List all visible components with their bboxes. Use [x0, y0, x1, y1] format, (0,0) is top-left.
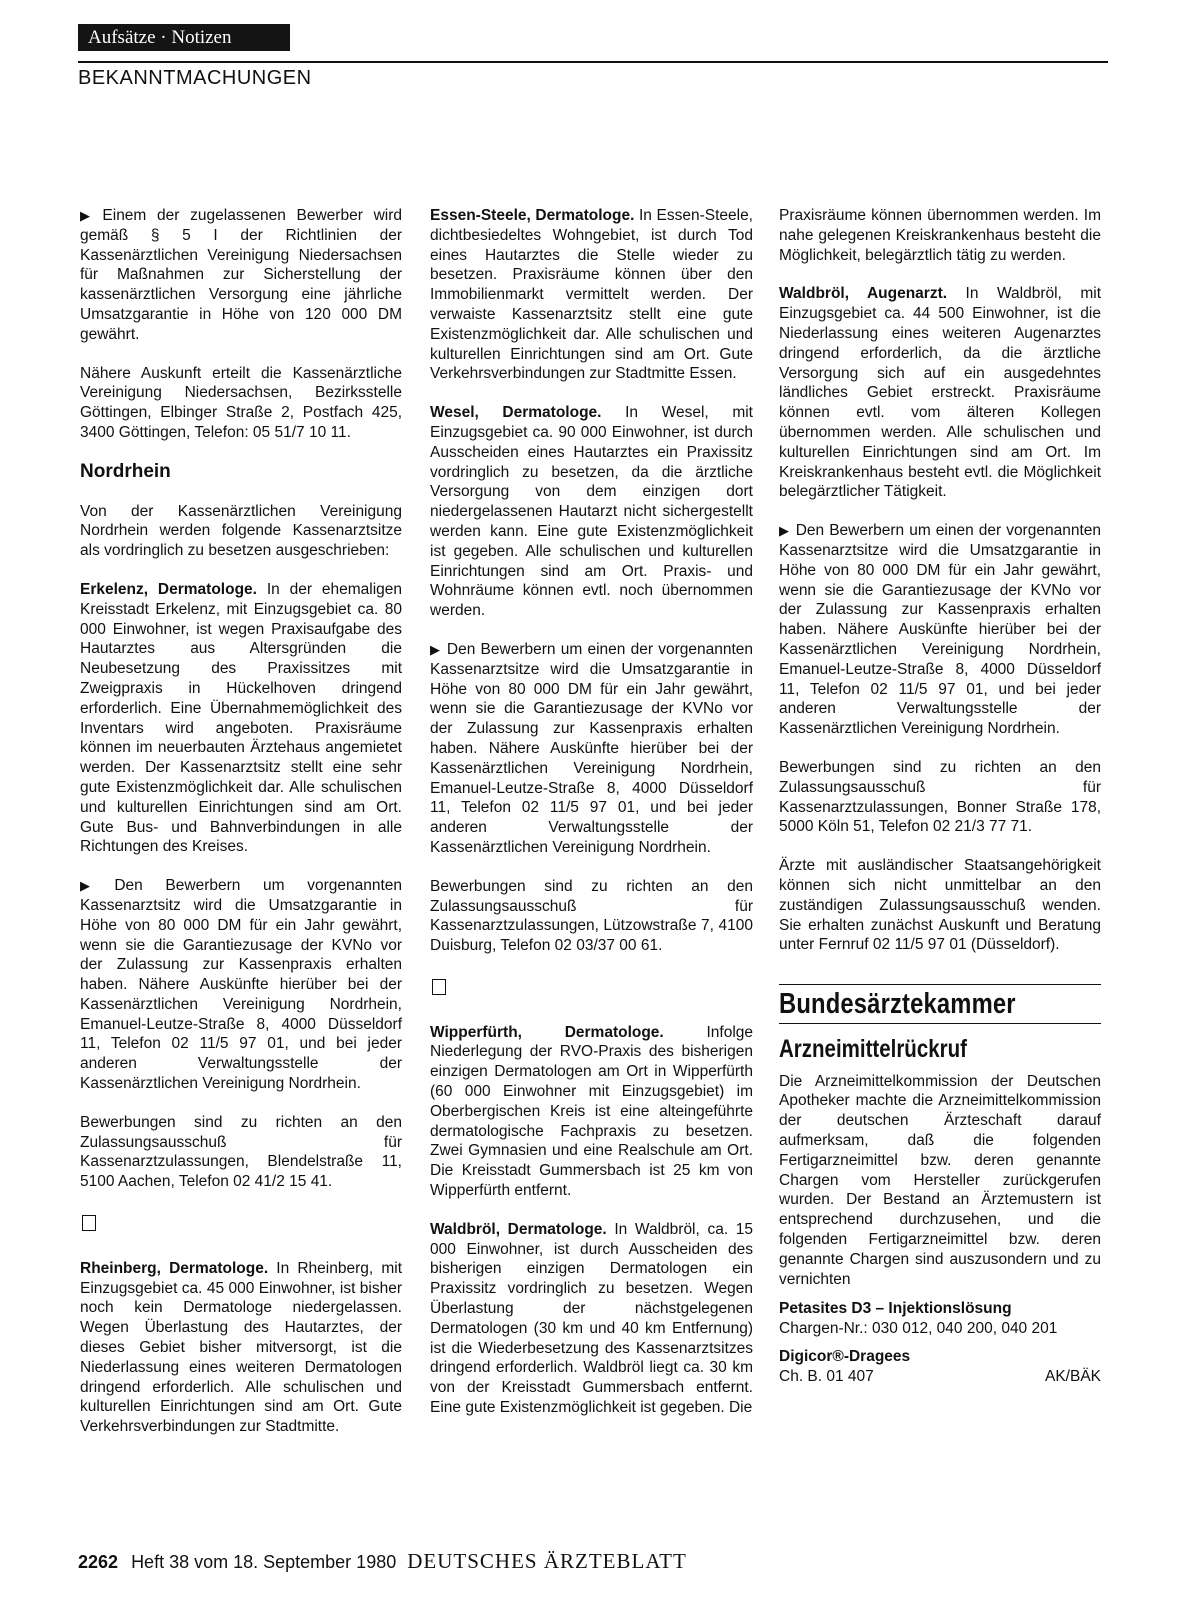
paragraph-text: Den Bewerbern um einen der vorgenannten Kassenarztsitze wird die Umsatzgarantie in Höhe von 80 000 DM für ein Jahr gewährt, wenn sie die Garantiezusage der KVNo vor der Zulassung zur Kassenpraxis erhalten haben. Nähere Auskünfte hierüber bei der Kassenärztlichen Vereinigung Nordrhein, Emanuel-Leutze-Straße 8, 4000 Düsseldorf 11, Telefon 02 11/5 97 01, und bei jeder anderen Verwaltungsstelle der Kassenärztlichen Vereinigung Nordrhein. [430, 640, 753, 856]
listing-essen [430, 206, 753, 384]
listing-text: In Waldbröl, mit Einzugsgebiet ca. 44 500 Einwohner, ist die Niederlassung eines weiteren Augenarztes dringend erforderlich, da die ärztliche Versorgung sich auf ein ausgedehntes ländliches Gebiet erstreckt. Praxisräume können evtl. vom älteren Kollegen übernommen werden. Alle schulischen und kulturellen Einrichtungen sind am Ort. Im Kreiskrankenhaus besteht evtl. die Möglichkeit belegärztlicher Tätigkeit. [779, 285, 1102, 501]
column-2 [430, 206, 753, 1437]
paragraph: Ärzte mit ausländischer Staatsangehörigkeit können sich nicht unmittelbar an den zuständigen Zulassungsausschuß wenden. Sie erhalten zunächst Auskunft und Beratung unter Fernruf 02 11/5 97 01 (Düsseldorf). [779, 857, 1101, 954]
listing-text: In der ehemaligen Kreisstadt Erkelenz, mit Einzugsgebiet ca. 80 000 Einwohner, ist wegen Praxisaufgabe des Hautarztes aus Altersgründen die Neubesetzung des Praxissitzes mit Zweigpraxis in Hückelhoven dringend erforderlich. Eine Übernahmemöglichkeit des Inventars wird angeboten. Praxisräume können im neuerbauten Ärztehaus angemietet werden. Der Kassenarztsitz stellt eine sehr gute Existenzmöglichkeit dar. Alle schulischen und kulturellen Einrichtungen sind am Ort. Gute Bus- und Bahnverbindungen in alle Richtungen des Kreises. [80, 580, 402, 856]
listing-text: In Wesel, mit Einzugsgebiet ca. 90 000 Einwohner, ist durch Ausscheiden eines Hautarztes ein Praxissitz vordringlich zu besetzen, da die ärztliche Versorgung von dem einzigen dort niedergelassenen Hautarzt nicht sichergestellt werden kann. Eine gute Existenzmöglichkeit ist gegeben. Alle schulischen und kulturellen Einrichtungen sind am Ort. Praxis- und Wohnräume können evtl. noch übernommen werden. [430, 404, 753, 620]
listing-wesel [430, 403, 753, 621]
listing-text: Infolge Niederlegung der RVO-Praxis des bisherigen einzigen Dermatologen am Ort in Wipperfürth (60 000 Einwohner mit Einzugsgebiet) im Oberbergischen Kreis ist eine alteingeführte dermatologische Fachpraxis zu besetzen. Zwei Gymnasien und eine Realschule am Ort. Die Kreisstadt Gummersbach ist 25 km von Wipperfürth entfernt. [430, 1023, 754, 1200]
paragraph-text: Den Bewerbern um vorgenannten Kassenarztsitz wird die Umsatzgarantie in Höhe von 80 000 DM für ein Jahr gewährt, wenn sie die Garantiezusage der KVNo vor der Zulassung zur Kassenpraxis erhalten haben. Nähere Auskünfte hierüber bei der Kassenärztlichen Vereinigung Nordrhein, Emanuel-Leutze-Straße 8, 4000 Düsseldorf 11, Telefon 02 11/5 97 01, und bei jeder anderen Verwaltungsstelle der Kassenärztlichen Vereinigung Nordrhein. [80, 877, 402, 1093]
triangle-bullet-icon: ▶ [430, 641, 441, 657]
product-name: Digicor®-Dragees [779, 1348, 911, 1366]
listing-text: In Rheinberg, mit Einzugsgebiet ca. 45 000 Einwohner, ist bisher noch kein Dermatologe niedergelassen. Wegen Überlastung des Hautarztes, der dieses Gebiet bisher mitversorgt, ist die Niederlassung eines weiteren Dermatologen dringend erforderlich. Alle schulischen und kulturellen Einrichtungen sind am Ort. Gute Verkehrsverbindungen zur Stadtmitte. [80, 1259, 402, 1436]
listing-title: Erkelenz, Dermatologe. [80, 580, 257, 598]
square-separator-icon [432, 979, 446, 995]
section-title: BEKANNTMACHUNGEN [78, 67, 312, 89]
section-rule [779, 1023, 1101, 1024]
listing-title: Wesel, Dermatologe. [430, 404, 602, 422]
recall-text: Die Arzneimittelkommission der Deutschen Apotheker machte die Arzneimittelkommission der deutschen Ärzteschaft darauf aufmerksam, daß die folgenden Fertigarzneimittel bzw. deren genannte Chargen vom Hersteller zurückgerufen wurden. Der Bestand an Ärztemustern ist entsprechend durchzusehen, und die folgenden Fertigarzneimittel bzw. deren genannte Chargen sind auszusondern und zu vernichten [779, 1072, 1101, 1288]
product-charge-line [779, 1367, 1101, 1387]
column-1 [80, 206, 402, 1456]
column-3 [779, 206, 1101, 1387]
listing-title: Essen-Steele, Dermatologe. [430, 207, 635, 224]
page-footer [78, 1549, 687, 1574]
paragraph: Nähere Auskunft erteilt die Kassenärztliche Vereinigung Niedersachsen, Bezirksstelle Göttingen, Elbinger Straße 2, Postfach 425, 3400 Göttingen, Telefon: 05 51/7 10 11. [80, 364, 402, 441]
square-separator-icon [82, 1215, 96, 1231]
triangle-bullet-icon: ▶ [80, 208, 97, 223]
product-charge: Ch. B. 01 407 [779, 1367, 874, 1385]
listing-erkelenz [80, 580, 402, 857]
listing-title: Wipperfürth, Dermatologe. [430, 1023, 664, 1041]
signature: AK/BÄK [1045, 1367, 1101, 1385]
page-number: 2262 [78, 1552, 119, 1572]
recall-heading: Arzneimittelrückruf [779, 1034, 967, 1063]
region-heading: Nordrhein [80, 460, 171, 482]
listing-text: In Waldbröl, ca. 15 000 Einwohner, ist durch Ausscheiden des bisherigen einzigen Dermatologen ein Praxissitz vordringlich zu besetzen. Wegen Überlastung der nächstgelegenen Dermatologen (30 km und 40 km Entfernung) ist die Wiederbesetzung des Kassenarztsitzes dringend erforderlich. Waldbröl liegt ca. 30 km von der Kreisstadt Gummersbach entfernt. Eine gute Existenzmöglichkeit ist gegeben. Die [430, 1220, 753, 1417]
listing-text: In Essen-Steele, dichtbesiedeltes Wohngebiet, ist durch Tod eines Hautarztes die Stelle wieder zu besetzen. Praxisräume können über den Immobilienmarkt vermittelt werden. Der verwaiste Kassenarztsitz stellt eine gute Existenzmöglichkeit dar. Alle schulischen und kulturellen Einrichtungen sind am Ort. Gute Verkehrsverbindungen zur Stadtmitte Essen. [430, 207, 753, 383]
section-rule [779, 984, 1101, 985]
listing-waldbroel-augenarzt [779, 284, 1101, 502]
paragraph-text: Den Bewerbern um einen der vorgenannten Kassenarztsitze wird die Umsatzgarantie in Höhe von 80 000 DM für ein Jahr gewährt, wenn sie die Garantiezusage der KVNo vor der Zulassung zur Kassenpraxis erhalten haben. Nähere Auskünfte hierüber bei der Kassenärztlichen Vereinigung Nordrhein, Emanuel-Leutze-Straße 8, 4000 Düsseldorf 11, Telefon 02 11/5 97 01, und bei jeder anderen Verwaltungsstelle der Kassenärztlichen Vereinigung Nordrhein. [779, 522, 1101, 738]
listing-waldbroel [430, 1220, 753, 1418]
triangle-bullet-icon: ▶ [779, 523, 790, 539]
paragraph [430, 640, 753, 858]
listing-title: Waldbröl, Augenarzt. [779, 285, 948, 303]
listing-title: Waldbröl, Dermatologe. [430, 1220, 607, 1238]
listing-rheinberg [80, 1259, 402, 1437]
paragraph [80, 876, 402, 1094]
paragraph: Bewerbungen sind zu richten an den Zulassungsausschuß für Kassenarztzulassungen, Bonner Straße 178, 5000 Köln 51, Telefon 02 21/3 77 71. [779, 758, 1101, 836]
bundesaerztekammer-heading: Bundesärztekammer [779, 988, 1016, 1021]
issue-info: Heft 38 vom 18. September 1980 [131, 1552, 397, 1572]
paragraph: Bewerbungen sind zu richten an den Zulassungsausschuß für Kassenarztzulassungen, Blendelstraße 11, 5100 Aachen, Telefon 02 41/2 15 41. [80, 1113, 402, 1191]
journal-name: DEUTSCHES ÄRZTEBLATT [407, 1549, 687, 1573]
paragraph [80, 206, 402, 345]
triangle-bullet-icon: ▶ [80, 878, 109, 894]
paragraph-text: Einem der zugelassenen Bewerber wird gemäß § 5 I der Richtlinien der Kassenärztlichen Vereinigung Niedersachsen für Maßnahmen zur Sicherstellung der kassenärztlichen Versorgung eine jährliche Umsatzgarantie in Höhe von 120 000 DM gewährt. [80, 207, 402, 343]
listing-wipperfuerth [430, 1023, 753, 1201]
paragraph [779, 521, 1101, 739]
section-tag-label: Aufsätze · Notizen [88, 27, 232, 48]
paragraph: Praxisräume können übernommen werden. Im nahe gelegenen Kreiskrankenhaus besteht die Möglichkeit, belegärztlich tätig zu werden. [779, 207, 1101, 264]
paragraph: Bewerbungen sind zu richten an den Zulassungsausschuß für Kassenarztzulassungen, Lützowstraße 7, 4100 Duisburg, Telefon 02 03/37 00 61. [430, 877, 753, 955]
header-rule [78, 61, 1108, 63]
product-name: Petasites D3 – Injektionslösung [779, 1300, 1012, 1318]
paragraph: Von der Kassenärztlichen Vereinigung Nordrhein werden folgende Kassenarztsitze als vordringlich zu besetzen ausgeschrieben: [80, 502, 402, 560]
section-tag [78, 24, 290, 51]
listing-title: Rheinberg, Dermatologe. [80, 1259, 269, 1277]
product-charge: Chargen-Nr.: 030 012, 040 200, 040 201 [779, 1320, 1058, 1338]
